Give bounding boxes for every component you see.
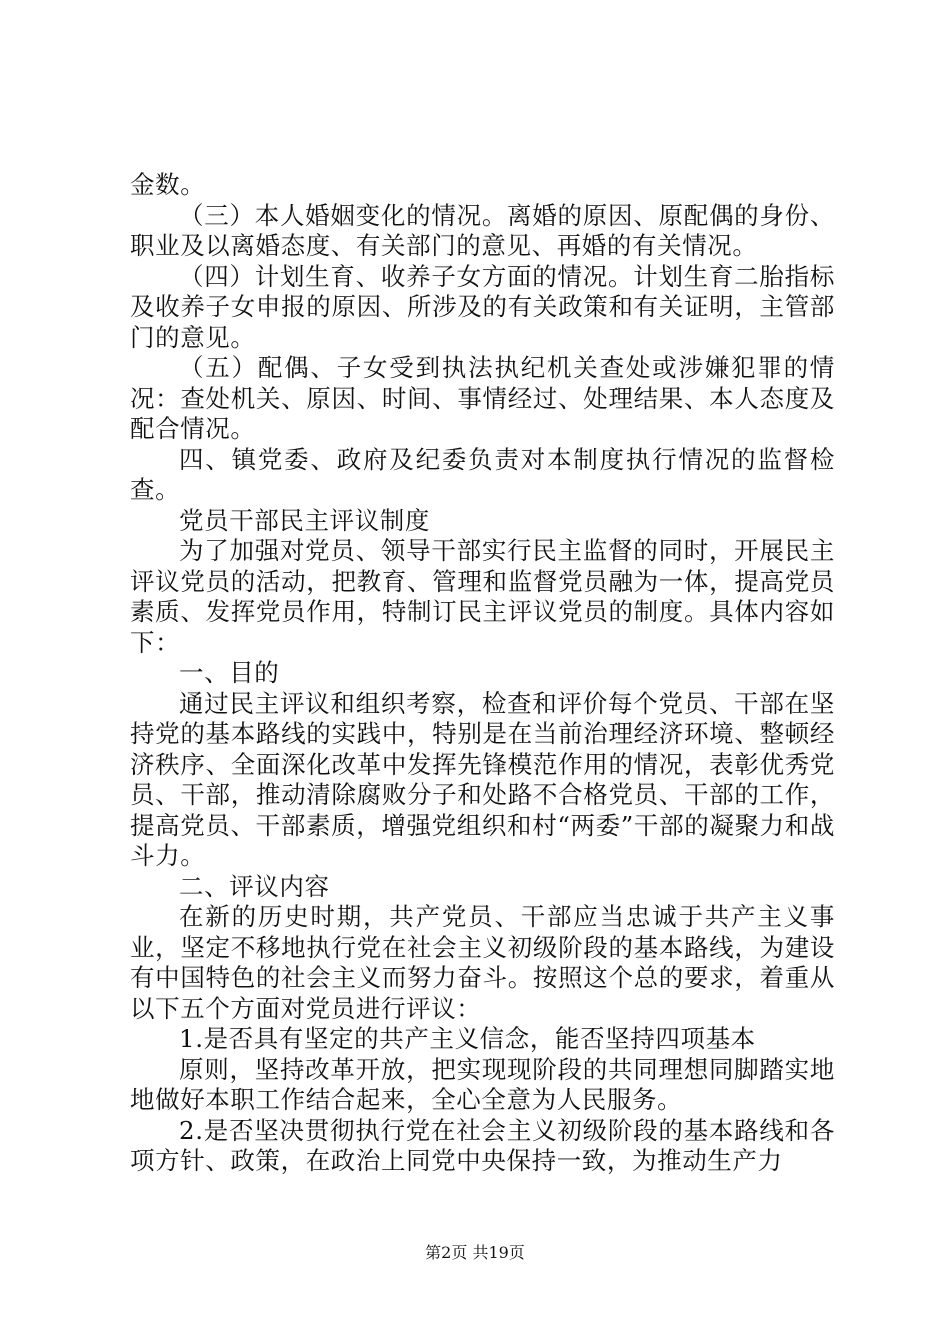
heading-review-content: 二、评议内容 [179,871,330,901]
paragraph-3: （五）配偶、子女受到执法执纪机关查处或涉嫌犯罪的情况：查处机关、原因、时间、事情经过、处理结果、本人态度及配合情况。 [130,353,835,443]
paragraph-10: 在新的历史时期，共产党员、干部应当忠诚于共产主义事业，坚定不移地执行党在社会主义初级阶段的基本路线，为建设有中国特色的社会主义而努力奋斗。按照这个总的要求，着重从以下五个方面对党员进行评议： [130,902,835,1023]
page-number-footer: 第2页 共19页 [425,1243,525,1262]
paragraph-8: 通过民主评议和组织考察，检查和评价每个党员、干部在坚持党的基本路线的实践中，特别是在当前治理经济环境、整顿经济秩序、全面深化改革中发挥先锋模范作用的情况，表彰优秀党员、干部，推动清除腐败分子和处路不合格党员、干部的工作，提高党员、干部素质，增强党组织和村“两委”干部的凝聚力和战斗力。 [130,688,835,870]
paragraph-0: 金数。 [130,170,206,199]
paragraph-2: （四）计划生育、收养子女方面的情况。计划生育二胎指标及收养子女申报的原因、所涉及的有关政策和有关证明，主管部门的意见。 [130,261,835,352]
document-body [130,170,835,1177]
paragraph-1: （三）本人婚姻变化的情况。离婚的原因、原配偶的身份、职业及以离婚态度、有关部门的意见、再婚的有关情况。 [130,200,835,260]
paragraph-6: 为了加强对党员、领导干部实行民主监督的同时，开展民主评议党员的活动，把教育、管理和监督党员融为一体，提高党员素质、发挥党员作用，特制订民主评议党员的制度。具体内容如下： [130,536,835,657]
list-item-2: 2.是否坚决贯彻执行党在社会主义初级阶段的基本路线和各项方针、政策，在政治上同党中央保持一致，为推动生产力 [130,1115,835,1175]
paragraph-12: 原则，坚持改革开放，把实现现阶段的共同理想同脚踏实地地做好本职工作结合起来，全心全意为人民服务。 [130,1054,835,1114]
paragraph-4: 四、镇党委、政府及纪委负责对本制度执行情况的监督检查。 [130,444,835,504]
heading-purpose: 一、目的 [179,658,280,687]
section-heading-democratic-review: 党员干部民主评议制度 [179,505,430,535]
list-item-1: 1.是否具有坚定的共产主义信念，能否坚持四项基本 [179,1024,756,1053]
